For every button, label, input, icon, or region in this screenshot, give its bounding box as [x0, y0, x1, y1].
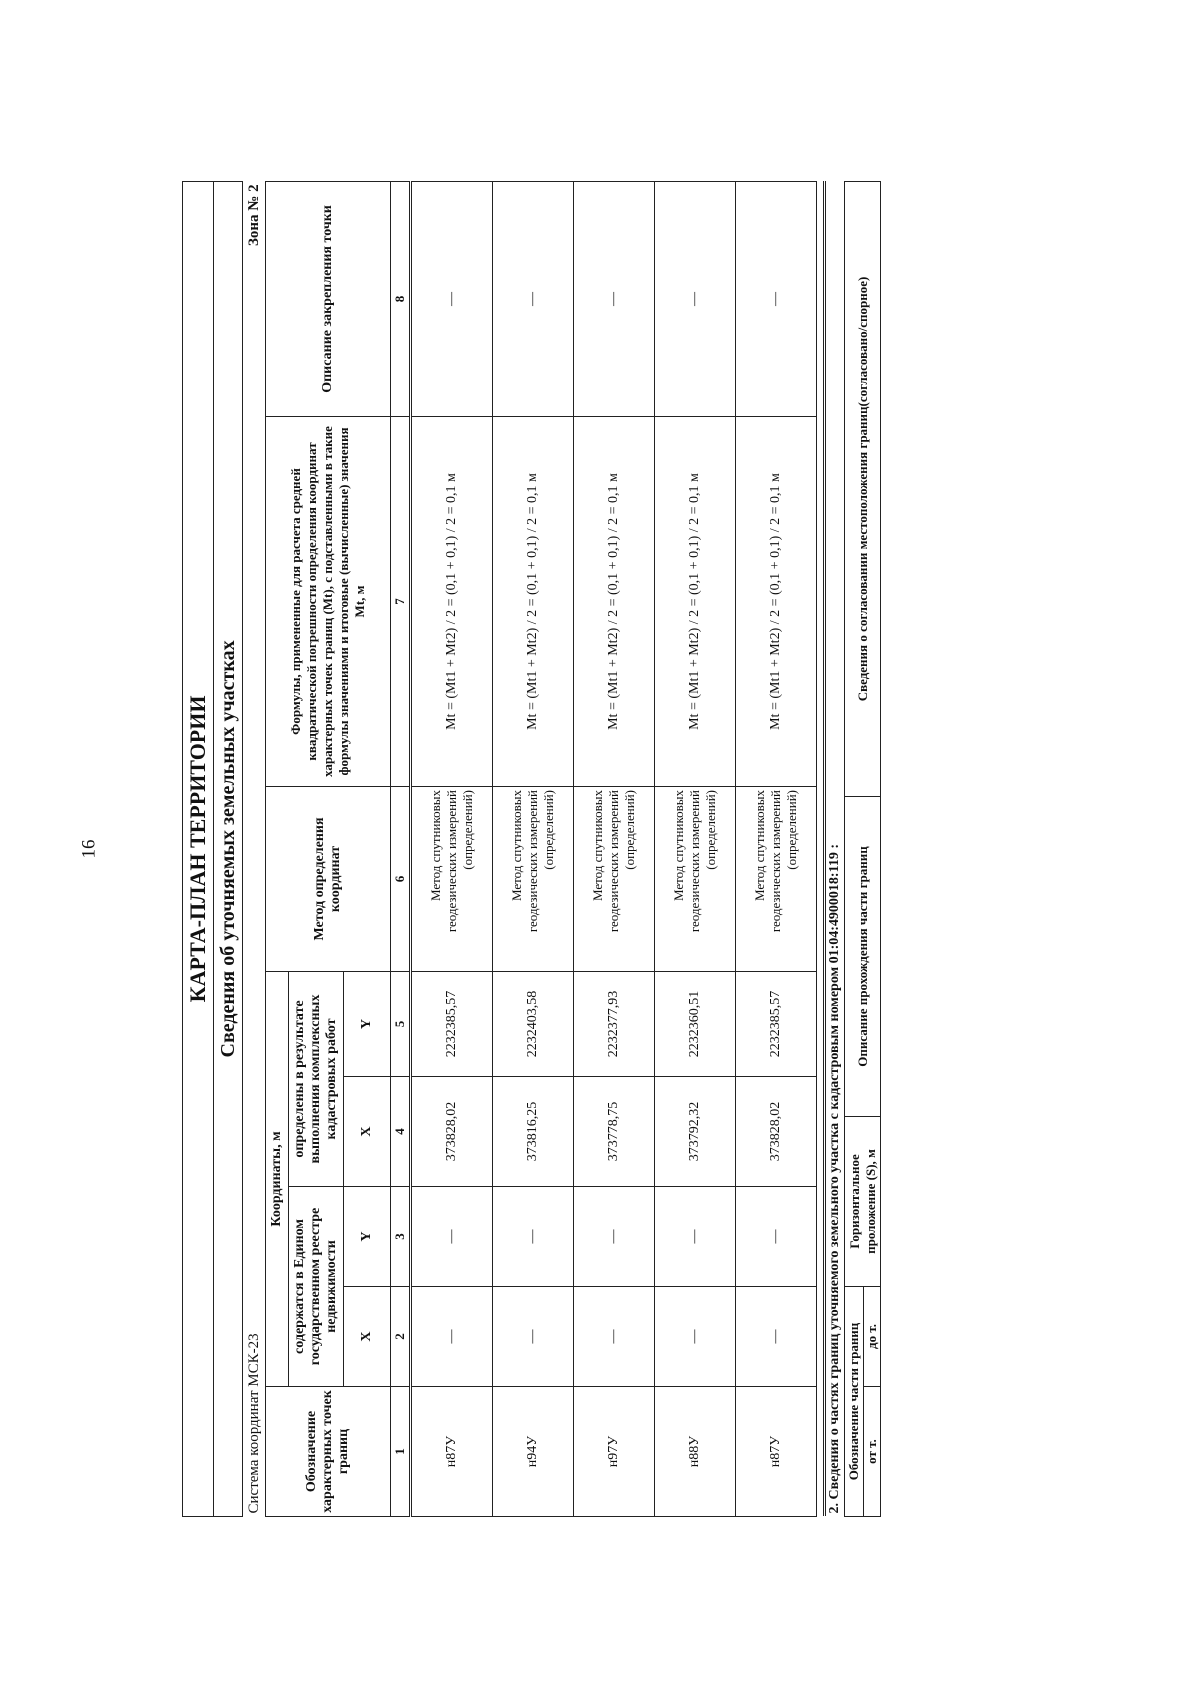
mt-formula: Mt = (Mt1 + Mt2) / 2 = (0,1 + 0,1) / 2 = 0,1 м: [574, 417, 655, 787]
egrn-y-value: —: [574, 1187, 655, 1287]
col-coordinates: Координаты, м: [266, 972, 289, 1387]
y-value: 2232403,58: [493, 972, 574, 1077]
col-method: Метод определения координат: [266, 787, 391, 972]
method-value: Метод спутниковых геодезических измерений (определений): [736, 787, 817, 972]
document-subtitle: Сведения об уточняемых земельных участках: [214, 181, 243, 1516]
egrn-x-value: —: [411, 1287, 493, 1387]
egrn-y-value: —: [736, 1187, 817, 1287]
egrn-x-value: —: [493, 1287, 574, 1387]
y-value: 2232360,51: [655, 972, 736, 1077]
method-value: Метод спутниковых геодезических измерений (определений): [574, 787, 655, 972]
mt-formula: Mt = (Mt1 + Mt2) / 2 = (0,1 + 0,1) / 2 = 0,1 м: [736, 417, 817, 787]
col-distance: Горизонтальное проложение (S), м: [845, 1116, 881, 1286]
table-row: [493, 181, 574, 1516]
zone-label: Зона № 2: [243, 181, 266, 1076]
egrn-y-value: —: [655, 1187, 736, 1287]
col-number: 8: [391, 181, 411, 416]
egrn-x-value: —: [655, 1287, 736, 1387]
mt-formula: Mt = (Mt1 + Mt2) / 2 = (0,1 + 0,1) / 2 = 0,1 м: [411, 417, 493, 787]
point-description: —: [411, 181, 493, 416]
egrn-x-value: —: [574, 1287, 655, 1387]
x-value: 373816,25: [493, 1077, 574, 1187]
point-description: —: [655, 181, 736, 416]
col-det-y: Y: [344, 972, 391, 1077]
parts-table: [844, 181, 881, 1517]
point-description: —: [493, 181, 574, 416]
point-name: н88У: [655, 1387, 736, 1517]
x-value: 373828,02: [411, 1077, 493, 1187]
col-number: 2: [391, 1287, 411, 1387]
egrn-y-value: —: [493, 1187, 574, 1287]
y-value: 2232385,57: [411, 972, 493, 1077]
x-value: 373828,02: [736, 1077, 817, 1187]
point-description: —: [574, 181, 655, 416]
col-determined: определены в результате выполнения комплексных кадастровых работ: [289, 972, 344, 1187]
mt-formula: Mt = (Mt1 + Mt2) / 2 = (0,1 + 0,1) / 2 = 0,1 м: [655, 417, 736, 787]
point-description: —: [736, 181, 817, 416]
cadastral-sheet: [182, 182, 1009, 1517]
egrn-x-value: —: [736, 1287, 817, 1387]
document-title: КАРТА-ПЛАН ТЕРРИТОРИИ: [183, 181, 214, 1516]
col-egrn-y: Y: [344, 1187, 391, 1287]
method-value: Метод спутниковых геодезических измерений (определений): [655, 787, 736, 972]
col-agreement: Сведения о согласовании местоположения границ(согласовано/спорное): [845, 181, 881, 796]
x-value: 373792,32: [655, 1077, 736, 1187]
coord-system: Система координат МСК-23: [243, 1077, 266, 1517]
point-name: н94У: [493, 1387, 574, 1517]
section2-title: 2. Сведения о частях границ уточняемого земельного участка с кадастровым номером 01:04:4900018:119 :: [825, 181, 845, 1516]
col-number: 5: [391, 972, 411, 1077]
col-part-designation: Обозначение части границ: [845, 1286, 864, 1516]
point-name: н97У: [574, 1387, 655, 1517]
method-value: Метод спутниковых геодезических измерений (определений): [493, 787, 574, 972]
col-part-description: Описание прохождения части границ: [845, 796, 881, 1116]
col-number: 4: [391, 1077, 411, 1187]
col-formulas: Формулы, примененные для расчета средней квадратической погрешности определения координат характерных точек границ (Мt), с подставленными в такие формулы значениями и итоговые (вычисленные) значения Мt, м: [266, 417, 391, 787]
x-value: 373778,75: [574, 1077, 655, 1187]
table-row: [655, 181, 736, 1516]
col-to: до т.: [864, 1286, 881, 1386]
col-number: 3: [391, 1187, 411, 1287]
col-from: от т.: [864, 1387, 881, 1517]
col-number: 1: [391, 1387, 411, 1517]
col-egrn-x: X: [344, 1287, 391, 1387]
table-row: [574, 181, 655, 1516]
y-value: 2232385,57: [736, 972, 817, 1077]
col-number: 6: [391, 787, 411, 972]
y-value: 2232377,93: [574, 972, 655, 1077]
method-value: Метод спутниковых геодезических измерений (определений): [411, 787, 493, 972]
page-number: 16: [78, 839, 100, 859]
col-number: 7: [391, 417, 411, 787]
col-description: Описание закрепления точки: [266, 181, 391, 416]
mt-formula: Mt = (Mt1 + Mt2) / 2 = (0,1 + 0,1) / 2 = 0,1 м: [493, 417, 574, 787]
col-designation: Обозначение характерных точек границ: [266, 1387, 391, 1517]
col-egrn: содержатся в Едином государственном реестре недвижимости: [289, 1187, 344, 1387]
table-row: [736, 181, 817, 1516]
egrn-y-value: —: [411, 1187, 493, 1287]
point-name: н87У: [736, 1387, 817, 1517]
point-name: н87У: [411, 1387, 493, 1517]
table-row: [411, 181, 493, 1516]
col-det-x: X: [344, 1077, 391, 1187]
points-table: [182, 181, 844, 1517]
